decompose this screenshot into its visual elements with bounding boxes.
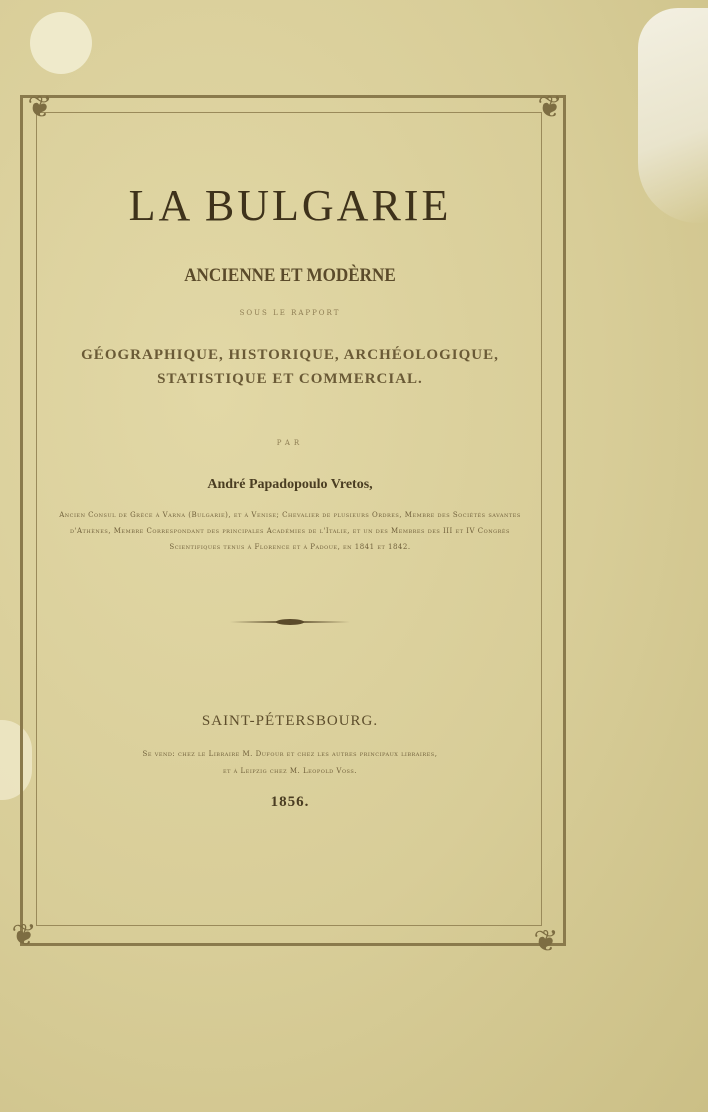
author-name: André Papadopoulo Vretos, <box>207 477 373 492</box>
sous-rapport-line: SOUS LE RAPPORT <box>239 309 341 317</box>
par-line: PAR <box>276 439 304 447</box>
divider-ornament <box>230 621 350 623</box>
corner-ornament-icon: ❦ <box>537 90 563 125</box>
torn-corner <box>638 8 708 223</box>
publication-year: 1856. <box>270 794 310 810</box>
corner-ornament-icon: ❦ <box>27 90 53 125</box>
bookseller-line-2: et à Leipzig chez M. Leopold Voss. <box>222 767 358 775</box>
title-page-content <box>40 170 540 811</box>
bookseller-line-1: Se vend: chez le Libraire M. Dufour et chez les autres principaux libraires, <box>142 750 438 758</box>
aspects-text <box>40 343 540 391</box>
aspects-line-1: GÉOGRAPHIQUE, HISTORIQUE, ARCHÉOLOGIQUE, <box>81 347 499 363</box>
corner-ornament-icon: ❦ <box>533 924 559 959</box>
bookseller-note <box>40 746 540 780</box>
corner-ornament-icon: ❦ <box>11 918 37 953</box>
author-credentials: Ancien Consul de Grèce à Varna (Bulgarie), et à Venise; Chevalier de plusieurs Ordres, Membre des Sociétés savantes d'Athènes, Membre Correspondant des principales Académies de l'Italie, et un des Membres des III et IV Congrès Scientifiques tenus à Florence et à Padoue, en 1841 et 1842. <box>59 511 521 551</box>
publication-city: SAINT-PÉTERSBOURG. <box>201 713 379 729</box>
book-title: LA BULGARIE <box>128 181 452 230</box>
aspects-line-2: STATISTIQUE ET COMMERCIAL. <box>157 371 423 387</box>
paper-stain <box>30 12 92 74</box>
book-subtitle: ANCIENNE ET MODÈRNE <box>184 265 396 286</box>
